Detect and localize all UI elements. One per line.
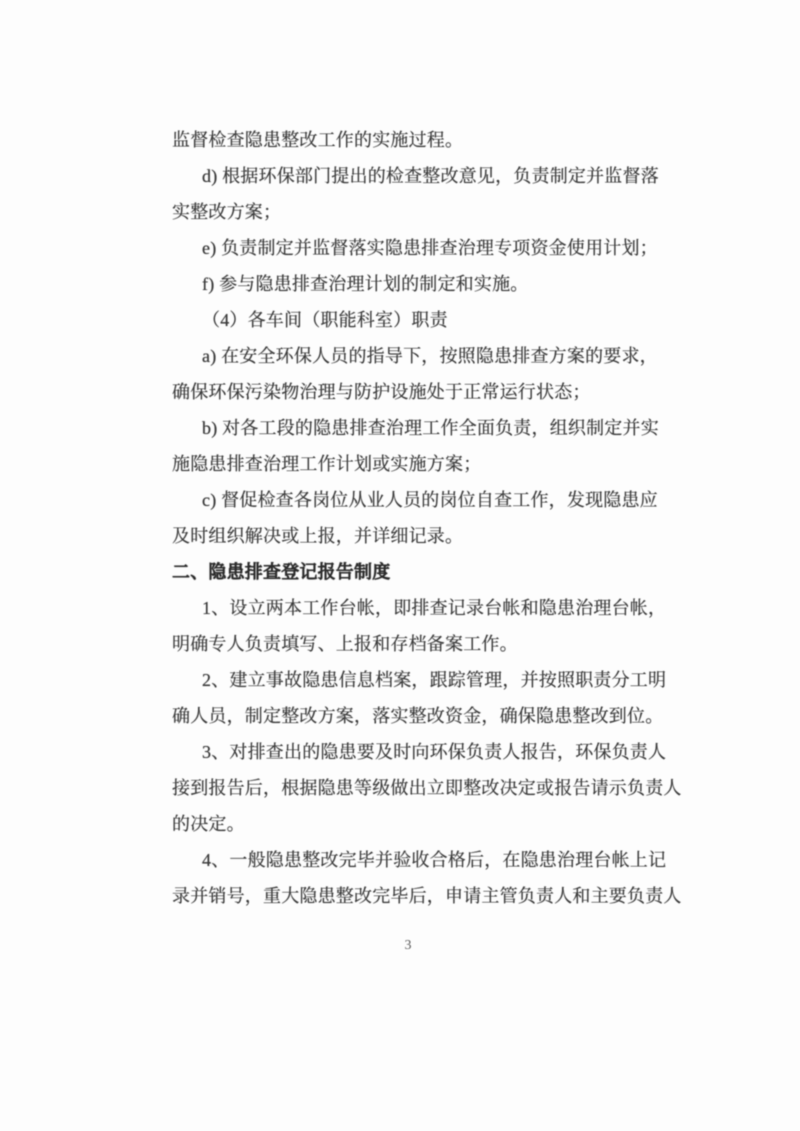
text-line: 及时组织解决或上报，并详细记录。 xyxy=(172,526,464,546)
text-line: 的决定。 xyxy=(172,814,245,834)
text-line: 监督检查隐患整改工作的实施过程。 xyxy=(172,130,464,150)
text-line: 实整改方案； xyxy=(172,202,282,222)
text-line: 确保环保污染物治理与防护设施处于正常运行状态； xyxy=(172,382,591,402)
text-line: 接到报告后，根据隐患等级做出立即整改决定或报告请示负责人 xyxy=(172,778,682,798)
page-number: 3 xyxy=(404,938,412,953)
text-line: 明确专人负责填写、上报和存档备案工作。 xyxy=(172,634,518,654)
text-line: 录并销号，重大隐患整改完毕后，申请主管负责人和主要负责人 xyxy=(172,886,682,906)
text-line: e) 负责制定并监督落实隐患排查治理专项资金使用计划； xyxy=(202,238,658,258)
text-line: 确人员，制定整改方案，落实整改资金，确保隐患整改到位。 xyxy=(172,706,664,726)
text-line: 1、设立两本工作台帐，即排查记录台帐和隐患治理台帐， xyxy=(202,598,667,618)
text-line: a) 在安全环保人员的指导下，按照隐患排查方案的要求， xyxy=(202,346,658,366)
document-body xyxy=(172,122,682,914)
text-line: 施隐患排查治理工作计划或实施方案； xyxy=(172,454,482,474)
text-line: f) 参与隐患排查治理计划的制定和实施。 xyxy=(202,274,529,294)
text-line: 2、建立事故隐患信息档案，跟踪管理，并按照职责分工明 xyxy=(202,670,667,690)
section-heading: 二、隐患排查登记报告制度 xyxy=(172,562,391,582)
text-line: 3、对排查出的隐患要及时向环保负责人报告，环保负责人 xyxy=(202,742,667,762)
text-line: b) 对各工段的隐患排查治理工作全面负责，组织制定并实 xyxy=(202,418,659,438)
text-line: 4、一般隐患整改完毕并验收合格后，在隐患治理台帐上记 xyxy=(202,850,667,870)
text-line: （4）各车间（职能科室）职责 xyxy=(202,310,448,330)
text-line: c) 督促检查各岗位从业人员的岗位自查工作，发现隐患应 xyxy=(202,490,658,510)
text-line: d) 根据环保部门提出的检查整改意见，负责制定并监督落 xyxy=(202,166,659,186)
